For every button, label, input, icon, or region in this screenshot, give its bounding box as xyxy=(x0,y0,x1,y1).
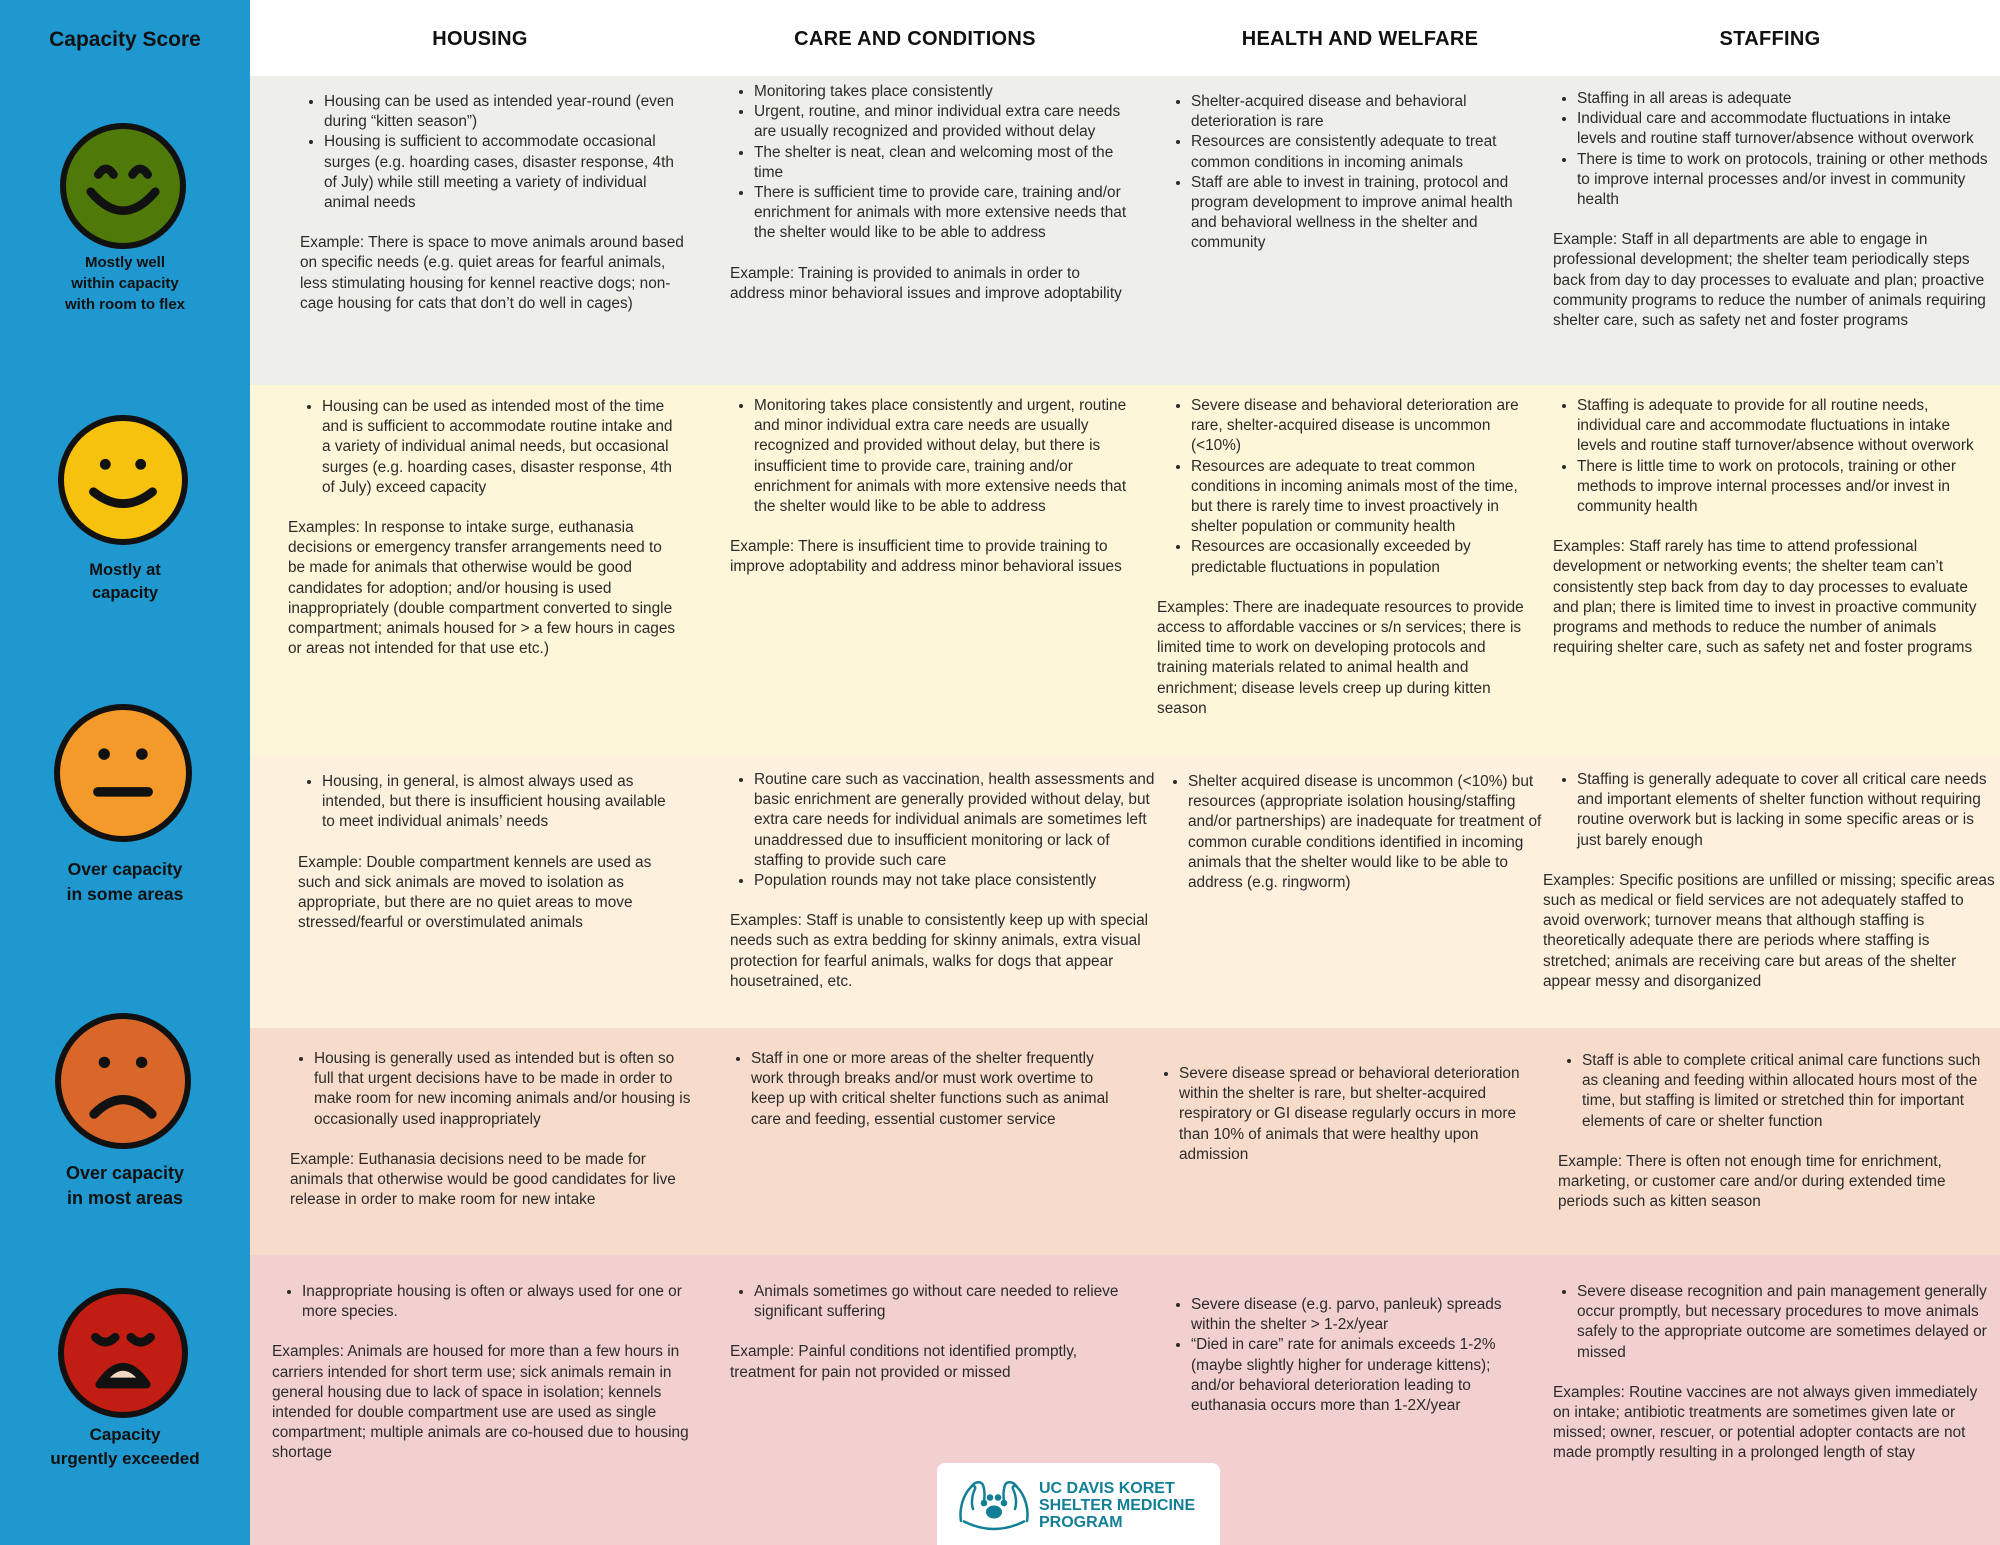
capacity-level-label-line: urgently exceeded xyxy=(50,1449,200,1468)
criteria-bullet: • There is sufficient time to provide care, training and/or enrichment for animals with more extensive needs that the shelter would like to be able to address xyxy=(754,183,1132,244)
criteria-bullet: • Staff are able to invest in training, protocol and program development to improve animal health and behavioral wellness in the shelter and community xyxy=(1191,173,1530,254)
example-text: Examples: Staff is unable to consistently keep up with special needs such as extra bedding for skinny animals, extra visual protection for fearful animals, walks for dogs that appear housetrained, etc. xyxy=(730,912,1149,990)
criteria-bullet: • Housing, in general, is almost always used as intended, but there is insufficient housing available to meet individual animals’ needs xyxy=(322,772,682,833)
example-text: Example: Double compartment kennels are used as such and sick animals are moved to isolation as appropriate, but there are no quiet areas to move stressed/fearful or overstimulated animals xyxy=(298,853,652,932)
cell-care-and-conditions xyxy=(730,770,1158,992)
cell-health-and-welfare xyxy=(1167,92,1530,254)
capacity-level-label-line: Mostly at xyxy=(89,561,161,579)
cell-housing xyxy=(272,1282,696,1464)
criteria-list xyxy=(1553,770,2000,851)
column-header-care-and-conditions: CARE AND CONDITIONS xyxy=(794,28,1036,50)
criteria-bullet: • Monitoring takes place consistently and urgent, routine and minor individual extra care needs are usually recognized and provided without delay, but there is insufficient time to provide care, training and/or enrichment for animals with more extensive needs that the shelter would like to be able to address xyxy=(754,396,1132,517)
cell-housing xyxy=(298,772,682,933)
slight-smile-face-icon xyxy=(58,415,188,545)
criteria-bullet: • There is time to work on protocols, training or other methods to improve internal processes and/or invest in community health xyxy=(1577,150,1990,211)
cell-care-and-conditions xyxy=(730,1282,1132,1383)
criteria-bullet: • Staff in one or more areas of the shelter frequently work through breaks and/or must work overtime to keep up with critical shelter functions such as animal care and feeding, essential customer service xyxy=(751,1049,1127,1130)
criteria-list xyxy=(1167,92,1530,254)
criteria-bullet: • Routine care such as vaccination, health assessments and basic enrichment are generally provided without delay, but extra care needs for individual animals are sometimes left unaddressed due to insufficient monitoring or lack of staffing to provide such care xyxy=(754,770,1158,871)
criteria-bullet: • Severe disease recognition and pain management generally occur promptly, but necessary procedures to move animals safely to the appropriate outcome are sometimes delayed or missed xyxy=(1577,1282,1990,1363)
example-text: Examples: There are inadequate resources to provide access to affordable vaccines or s/n services; there is limited time to work on developing protocols and training materials related to animal health and enrichment; disease levels creep up during kitten season xyxy=(1157,598,1524,717)
capacity-score-header: Capacity Score xyxy=(49,28,201,51)
capacity-level-label xyxy=(0,857,250,907)
criteria-list xyxy=(730,82,1132,244)
criteria-bullet: • The shelter is neat, clean and welcoming most of the time xyxy=(754,143,1132,183)
criteria-bullet: • Housing is generally used as intended but is often so full that urgent decisions have to be made in order to make room for new incoming animals and/or housing is occasionally used inappropriately xyxy=(314,1049,692,1130)
example-text: Example: Painful conditions not identified promptly, treatment for pain not provided or missed xyxy=(730,1343,1078,1381)
capacity-level-label-line: in most areas xyxy=(66,1188,184,1208)
criteria-list xyxy=(300,92,684,213)
cell-staffing xyxy=(1558,1051,1998,1212)
cell-care-and-conditions xyxy=(730,396,1132,578)
example-text: Examples: Staff rarely has time to attend professional development or networking events; the shelter team can’t consistently step back from day to day processes to evaluate and plan; there is limited time to invest in proactive community programs and methods to reduce the number of animals requiring shelter care, such as safety net and foster programs xyxy=(1553,538,1977,657)
criteria-bullet: • There is little time to work on protocols, training or other methods to improve internal processes and/or invest in community health xyxy=(1577,457,1990,518)
criteria-list xyxy=(1553,396,1990,517)
logo-line-1: UC DAVIS KORET xyxy=(1039,1480,1175,1497)
cell-care-and-conditions xyxy=(727,1049,1127,1130)
criteria-bullet: • Shelter-acquired disease and behavioral deterioration is rare xyxy=(1191,92,1530,132)
criteria-bullet: • Resources are consistently adequate to treat common conditions in incoming animals xyxy=(1191,132,1530,172)
criteria-list xyxy=(298,397,682,498)
neutral-face-icon xyxy=(54,704,192,842)
criteria-bullet: • Individual care and accommodate fluctuations in intake levels and routine staff turnover/absence without overwork xyxy=(1577,109,1990,149)
criteria-bullet: • Staffing in all areas is adequate xyxy=(1577,89,1990,109)
example-text: Example: There is often not enough time for enrichment, marketing, or customer care and/or during extended time periods such as kitten season xyxy=(1558,1152,1946,1211)
capacity-level-label-line: Over capacity xyxy=(67,859,183,879)
criteria-list xyxy=(1553,1282,1990,1363)
criteria-bullet: • “Died in care” rate for animals exceeds 1-2% (maybe slightly higher for underage kittens); and/or behavioral deterioration leading to euthanasia occurs more than 1-2X/year xyxy=(1191,1335,1527,1416)
logo-text xyxy=(1039,1480,1195,1531)
uc-davis-koret-logo xyxy=(937,1463,1220,1545)
criteria-list xyxy=(730,1282,1132,1322)
criteria-list xyxy=(298,772,682,833)
column-header-housing: HOUSING xyxy=(432,28,528,50)
example-text: Example: There is space to move animals around based on specific needs (e.g. quiet areas for fearful animals, less stimulating housing for kennel reactive dogs; non-cage housing for cats that don’t do well in cages) xyxy=(300,234,684,312)
criteria-list xyxy=(727,1049,1127,1130)
criteria-list xyxy=(1558,1051,1998,1132)
capacity-level-label-line: within capacity xyxy=(71,275,179,292)
cell-health-and-welfare xyxy=(1164,772,1552,893)
cell-care-and-conditions xyxy=(730,82,1132,304)
criteria-list xyxy=(1553,89,1990,210)
smiling-face-icon xyxy=(60,123,186,249)
capacity-level-label-line: Mostly well xyxy=(84,254,166,271)
criteria-bullet: • Population rounds may not take place consistently xyxy=(754,871,1158,891)
criteria-bullet: • Staff is able to complete critical animal care functions such as cleaning and feeding within allocated hours most of the time, but staffing is limited or stretched thin for important elements of care or shelter function xyxy=(1582,1051,1998,1132)
column-header-row xyxy=(250,0,2000,76)
crying-face-icon xyxy=(58,1288,188,1418)
criteria-bullet: • Severe disease (e.g. parvo, panleuk) spreads within the shelter > 1-2x/year xyxy=(1191,1295,1527,1335)
column-header-health-and-welfare: HEALTH AND WELFARE xyxy=(1241,28,1479,50)
capacity-level-label-line: with room to flex xyxy=(65,296,185,313)
criteria-bullet: • Staffing is adequate to provide for all routine needs, individual care and accommodate fluctuations in intake levels and routine staff turnover/absence without overwork xyxy=(1577,396,1990,457)
criteria-bullet: • Housing can be used as intended most of the time and is sufficient to accommodate routine intake and a variety of individual animal needs, but occasional surges (e.g. hoarding cases, disaster response, 4th of July) exceed capacity xyxy=(322,397,682,498)
criteria-list xyxy=(730,770,1158,891)
cell-staffing xyxy=(1543,770,2000,992)
capacity-level-label xyxy=(0,1161,250,1211)
example-text: Examples: Specific positions are unfilled or missing; specific areas such as medical or field services are not adequately staffed to avoid overwork; turnover means that although staffing is theoretically adequate there are periods where staffing is stretched; animals are receiving care but areas of the shelter appear messy and disorganized xyxy=(1543,871,1995,990)
criteria-bullet: • Housing can be used as intended year-round (even during “kitten season”) xyxy=(324,92,684,132)
logo-line-2: SHELTER MEDICINE xyxy=(1039,1497,1196,1514)
criteria-bullet: • Inappropriate housing is often or always used for one or more species. xyxy=(302,1282,696,1322)
hands-holding-paw-icon xyxy=(955,1475,1033,1533)
criteria-bullet: • Urgent, routine, and minor individual extra care needs are usually recognized and provided without delay xyxy=(754,102,1132,142)
capacity-level-label xyxy=(0,1423,250,1471)
capacity-level-label xyxy=(0,559,250,605)
cell-housing xyxy=(288,397,682,659)
cell-housing xyxy=(300,92,684,314)
capacity-level-label-line: capacity xyxy=(91,584,159,602)
capacity-level-label xyxy=(0,252,250,315)
cell-staffing xyxy=(1553,89,1990,331)
capacity-level-label-line: Over capacity xyxy=(65,1163,185,1183)
criteria-bullet: • Resources are occasionally exceeded by predictable fluctuations in population xyxy=(1191,537,1530,577)
criteria-bullet: • Staffing is generally adequate to cover all critical care needs and important elements of shelter function without requiring routine overwork but is lacking in some specific areas or is just barely enough xyxy=(1577,770,2000,851)
criteria-list xyxy=(1167,1295,1527,1416)
criteria-list xyxy=(1164,772,1552,893)
cell-staffing xyxy=(1553,1282,1990,1464)
criteria-bullet: • Monitoring takes place consistently xyxy=(754,82,1132,102)
criteria-list xyxy=(278,1282,696,1322)
criteria-bullet: • Severe disease spread or behavioral deterioration within the shelter is rare, but shelter-acquired respiratory or GI disease regularly occurs in more than 10% of animals that were healthy upon admission xyxy=(1179,1064,1545,1165)
example-text: Example: There is insufficient time to provide training to improve adoptability and address minor behavioral issues xyxy=(730,538,1122,576)
criteria-bullet: • Severe disease and behavioral deterioration are rare, shelter-acquired disease is uncommon (<10%) xyxy=(1191,396,1530,457)
cell-health-and-welfare xyxy=(1155,1064,1545,1165)
criteria-list xyxy=(1155,1064,1545,1165)
example-text: Examples: Animals are housed for more than a few hours in carriers intended for short term use; sick animals remain in general housing due to lack of space in isolation; kennels intended for double compartment use are used as single compartment; multiple animals are co-housed due to housing shortage xyxy=(272,1343,689,1462)
cell-health-and-welfare xyxy=(1167,1295,1527,1416)
cell-staffing xyxy=(1553,396,1990,658)
example-text: Examples: In response to intake surge, euthanasia decisions or emergency transfer arrangements need to be made for animals that otherwise would be good candidates for adoption; and/or housing is used inappropriately (double compartment converted to single compartment; animals housed for > a few hours in cages or areas not intended for that use etc.) xyxy=(288,519,676,658)
cell-health-and-welfare xyxy=(1157,396,1530,719)
example-text: Example: Staff in all departments are able to engage in professional development; the shelter team periodically steps back from day to day processes to evaluate and plan; proactive community programs to reduce the number of animals requiring shelter care, such as safety net and foster programs xyxy=(1553,231,1986,330)
criteria-list xyxy=(290,1049,692,1130)
criteria-bullet: • Housing is sufficient to accommodate occasional surges (e.g. hoarding cases, disaster response, 4th of July) while still meeting a variety of individual animal needs xyxy=(324,132,684,213)
criteria-list xyxy=(730,396,1132,517)
logo-line-3: PROGRAM xyxy=(1039,1514,1123,1531)
example-text: Example: Euthanasia decisions need to be made for animals that otherwise would be good candidates for live release in order to make room for new intake xyxy=(290,1150,676,1209)
criteria-bullet: • Animals sometimes go without care needed to relieve significant suffering xyxy=(754,1282,1132,1322)
capacity-level-label-line: in some areas xyxy=(66,884,184,904)
cell-housing xyxy=(290,1049,692,1210)
capacity-score-sidebar xyxy=(0,0,250,1545)
column-header-staffing: STAFFING xyxy=(1719,28,1821,50)
criteria-bullet: • Shelter acquired disease is uncommon (<10%) but resources (appropriate isolation housing/staffing and/or partnerships) are inadequate for treatment of common curable conditions identified in incoming animals that the shelter would like to be able to address (e.g. ringworm) xyxy=(1188,772,1552,893)
example-text: Examples: Routine vaccines are not always given immediately on intake; antibiotic treatments are sometimes given late or missed; owner, rescuer, or potential adopter contacts are not made promptly resulting in a prolonged length of stay xyxy=(1553,1383,1978,1462)
frowning-face-icon xyxy=(55,1013,191,1149)
criteria-bullet: • Resources are adequate to treat common conditions in incoming animals most of the time, but there is rarely time to invest proactively in shelter population or community health xyxy=(1191,457,1530,538)
example-text: Example: Training is provided to animals in order to address minor behavioral issues and improve adoptability xyxy=(730,264,1122,302)
capacity-level-label-line: Capacity xyxy=(89,1425,161,1444)
criteria-list xyxy=(1167,396,1530,578)
